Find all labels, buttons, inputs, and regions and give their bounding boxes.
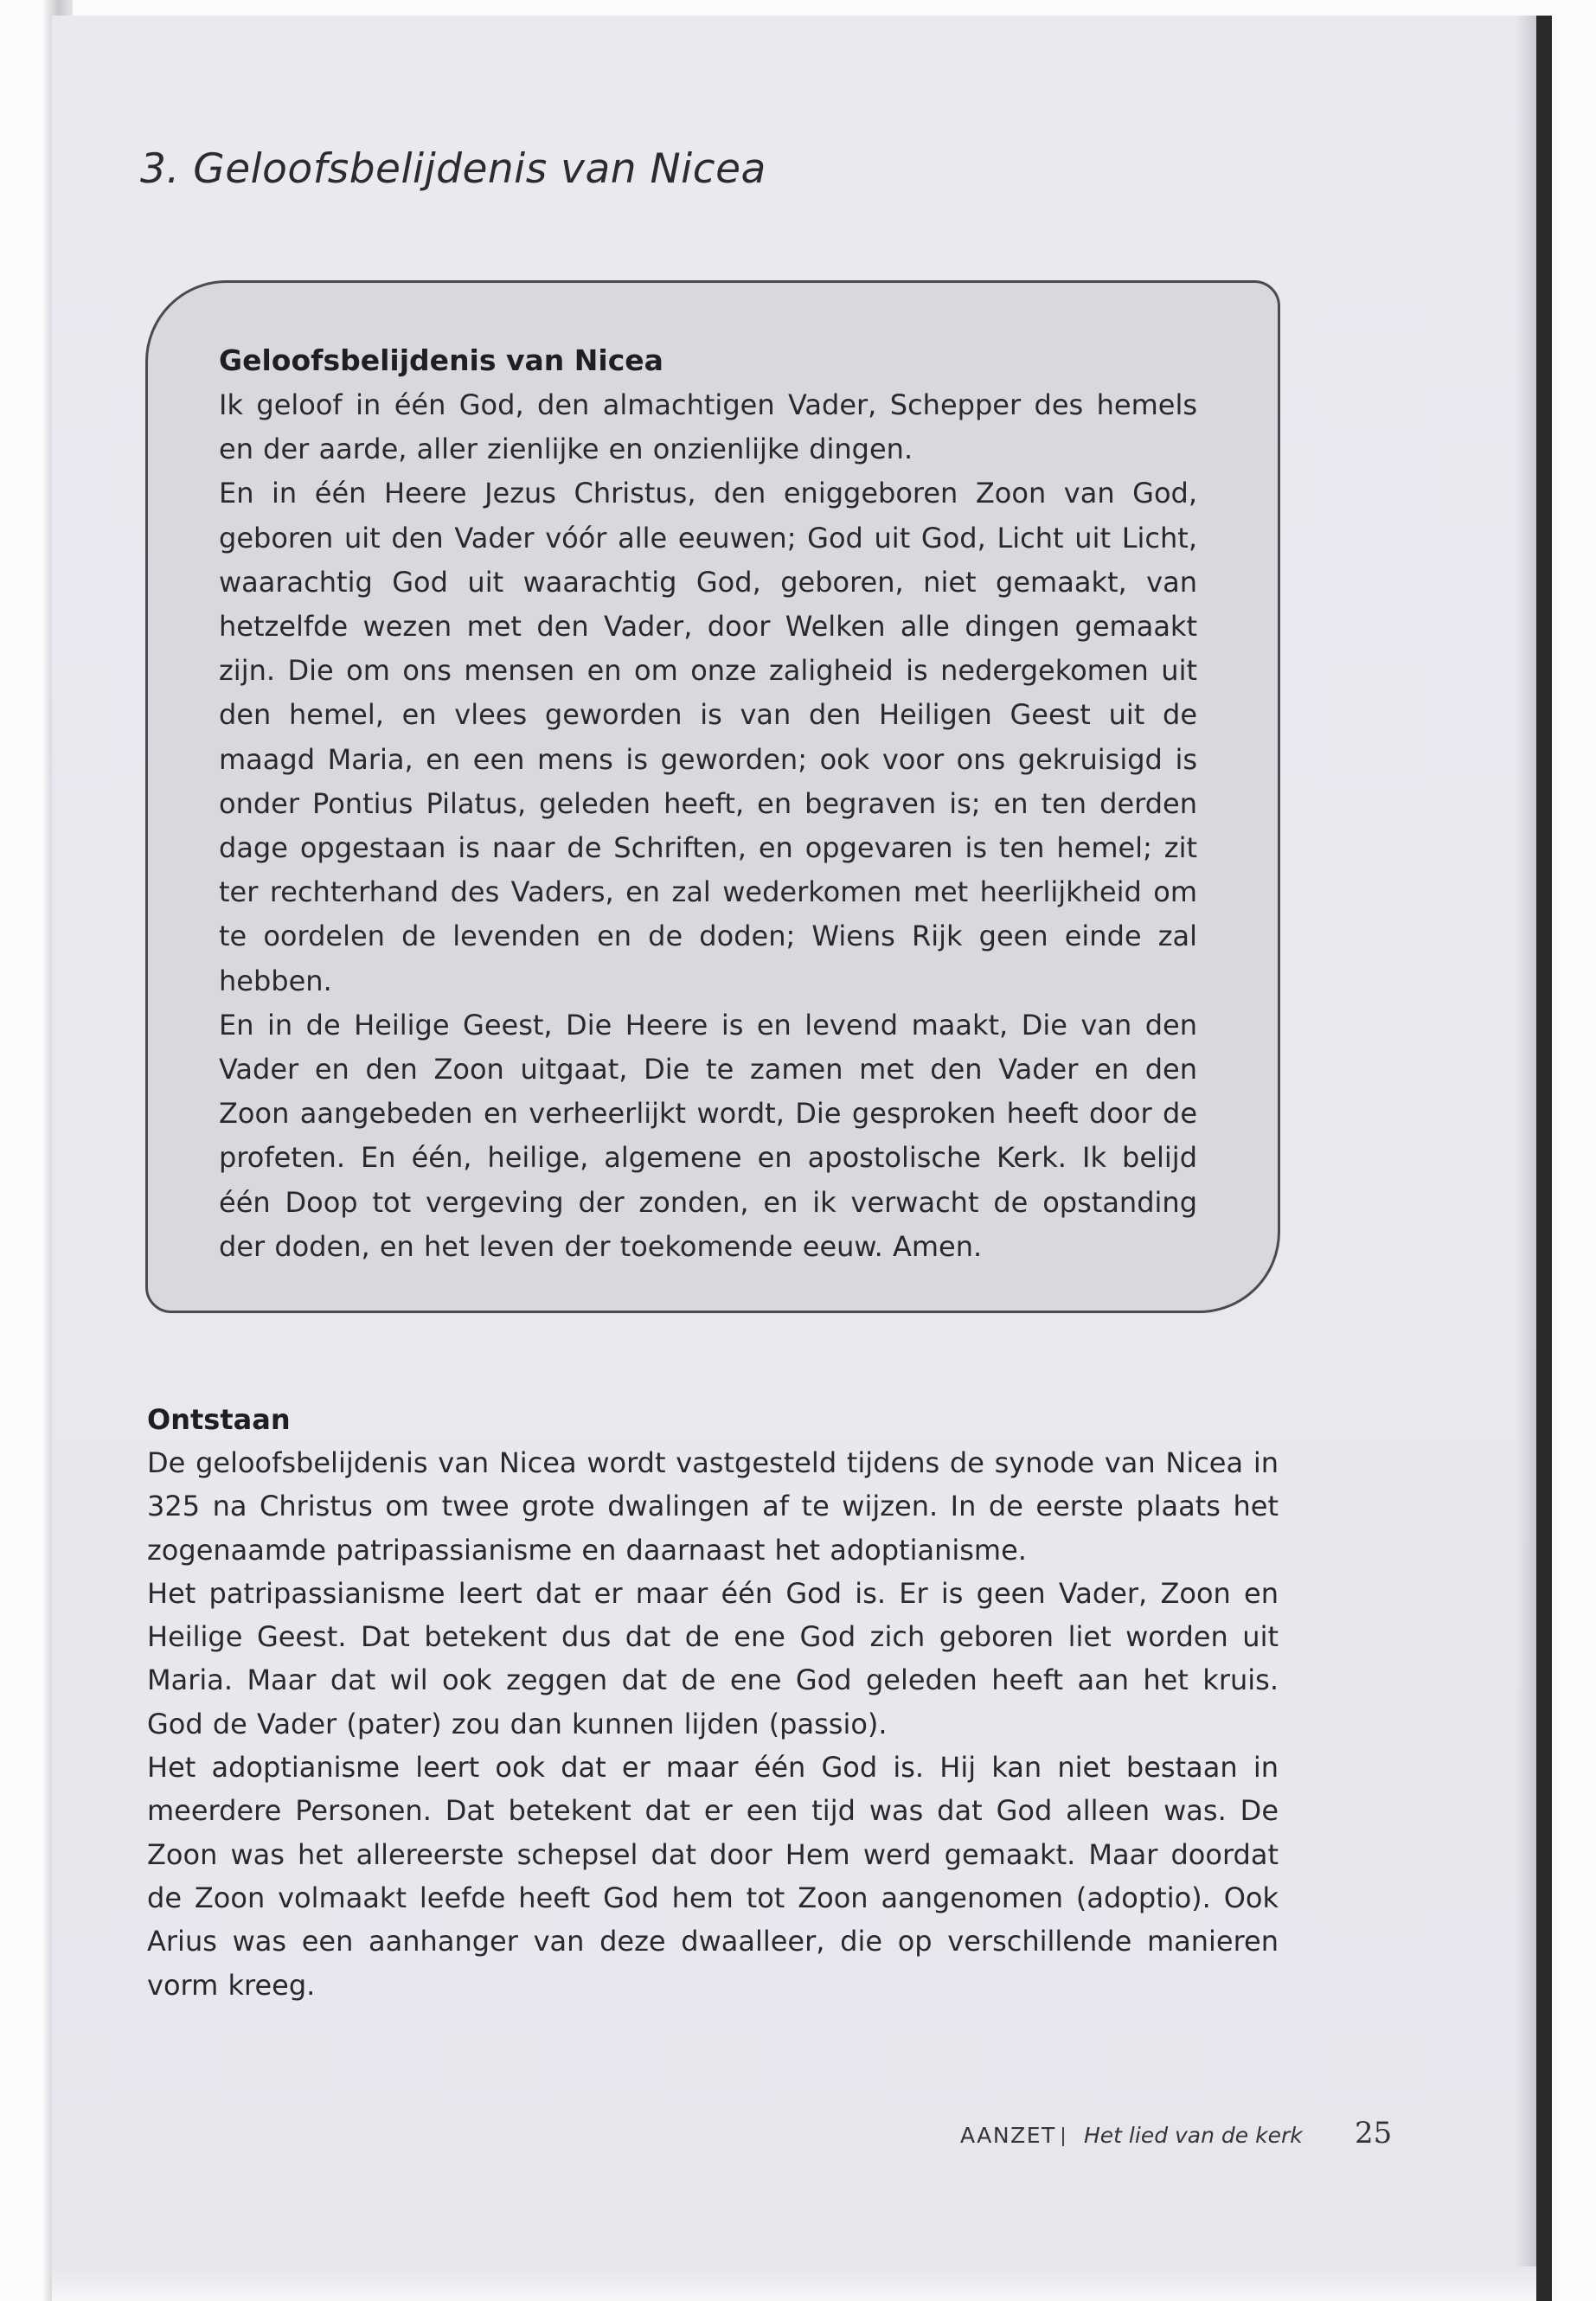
creed-paragraph-father: Ik geloof in één God, den almachtigen Vader, Schepper des hemels en der aarde, aller zienlijke en onzienlijke dingen. bbox=[219, 388, 1197, 466]
ontstaan-paragraph-patripassianism: Het patripassianisme leert dat er maar één God is. Er is geen Vader, Zoon en Heilige Geest. Dat betekent dus dat de ene God zich geboren liet worden uit Maria. Maar dat wil ook zeggen dat de ene God geleden heeft aan het kruis. God de Vader (pater) zou dan kunnen lijden (passio). bbox=[147, 1576, 1279, 1740]
ontstaan-section bbox=[147, 1398, 1279, 2007]
ontstaan-paragraph-intro: De geloofsbelijdenis van Nicea wordt vastgesteld tijdens de synode van Nicea in 325 na Christus om twee grote dwalingen af te wijzen. In de eerste plaats het zogenaamde patripassianisme en daarnaast het adoptianisme. bbox=[147, 1446, 1279, 1567]
ontstaan-paragraph-adoptianism: Het adoptianisme leert ook dat er maar één God is. Hij kan niet bestaan in meerdere Personen. Dat betekent dat er een tijd was dat God alleen was. De Zoon was het allereerste schepsel dat door Hem werd gemaakt. Maar doordat de Zoon volmaakt leefde heeft God hem tot Zoon aangenomen (adoptio). Ook Arius was een aanhanger van deze dwaalleer, die op verschillende manieren vorm kreeg. bbox=[147, 1751, 1279, 2002]
creed-title: Geloofsbelijdenis van Nicea bbox=[219, 343, 663, 377]
creed-box bbox=[145, 280, 1280, 1313]
creed-paragraph-son: En in één Heere Jezus Christus, den eniggeboren Zoon van God, geboren uit den Vader vóór alle eeuwen; God uit God, Licht uit Licht, waarachtig God uit waarachtig God, geboren, niet gemaakt, van hetzelfde wezen met den Vader, door Welken alle dingen gemaakt zijn. Die om ons mensen en om onze zaligheid is nedergekomen uit den hemel, en vlees geworden is van den Heiligen Geest uit de maagd Maria, en een mens is geworden; ook voor ons gekruisigd is onder Pontius Pilatus, geleden heeft, en begraven is; en ten derden dage opgestaan is naar de Schriften, en opgevaren is ten hemel; zit ter rechterhand des Vaders, en zal wederkomen met heerlijkheid om te oordelen de levenden en de doden; Wiens Rijk geen einde zal hebben. bbox=[219, 477, 1197, 997]
footer-separator bbox=[1062, 2127, 1064, 2146]
section-heading: 3. Geloofsbelijdenis van Nicea bbox=[140, 145, 766, 193]
ontstaan-title: Ontstaan bbox=[147, 1403, 291, 1436]
creed-paragraph-spirit: En in de Heilige Geest, Die Heere is en levend maakt, Die van den Vader en den Zoon uitgaat, Die te zamen met den Vader en den Zoon aangebeden en verheerlijkt wordt, Die gesproken heeft door de profeten. En één, heilige, algemene en apostolische Kerk. Ik belijd één Doop tot vergeving der zonden, en ik verwacht de opstanding der doden, en het leven der toekomende eeuw. Amen. bbox=[219, 1008, 1197, 1263]
footer-book-title: Het lied van de kerk bbox=[1084, 2123, 1303, 2148]
creed-content bbox=[219, 338, 1197, 1269]
page-footer bbox=[960, 2116, 1393, 2154]
book-edge bbox=[1536, 16, 1552, 2301]
page-number: 25 bbox=[1355, 2116, 1393, 2150]
footer-series: AANZET bbox=[960, 2123, 1056, 2148]
page-edge-shadow bbox=[1516, 16, 1536, 2289]
page-bottom-edge bbox=[52, 2266, 1536, 2301]
